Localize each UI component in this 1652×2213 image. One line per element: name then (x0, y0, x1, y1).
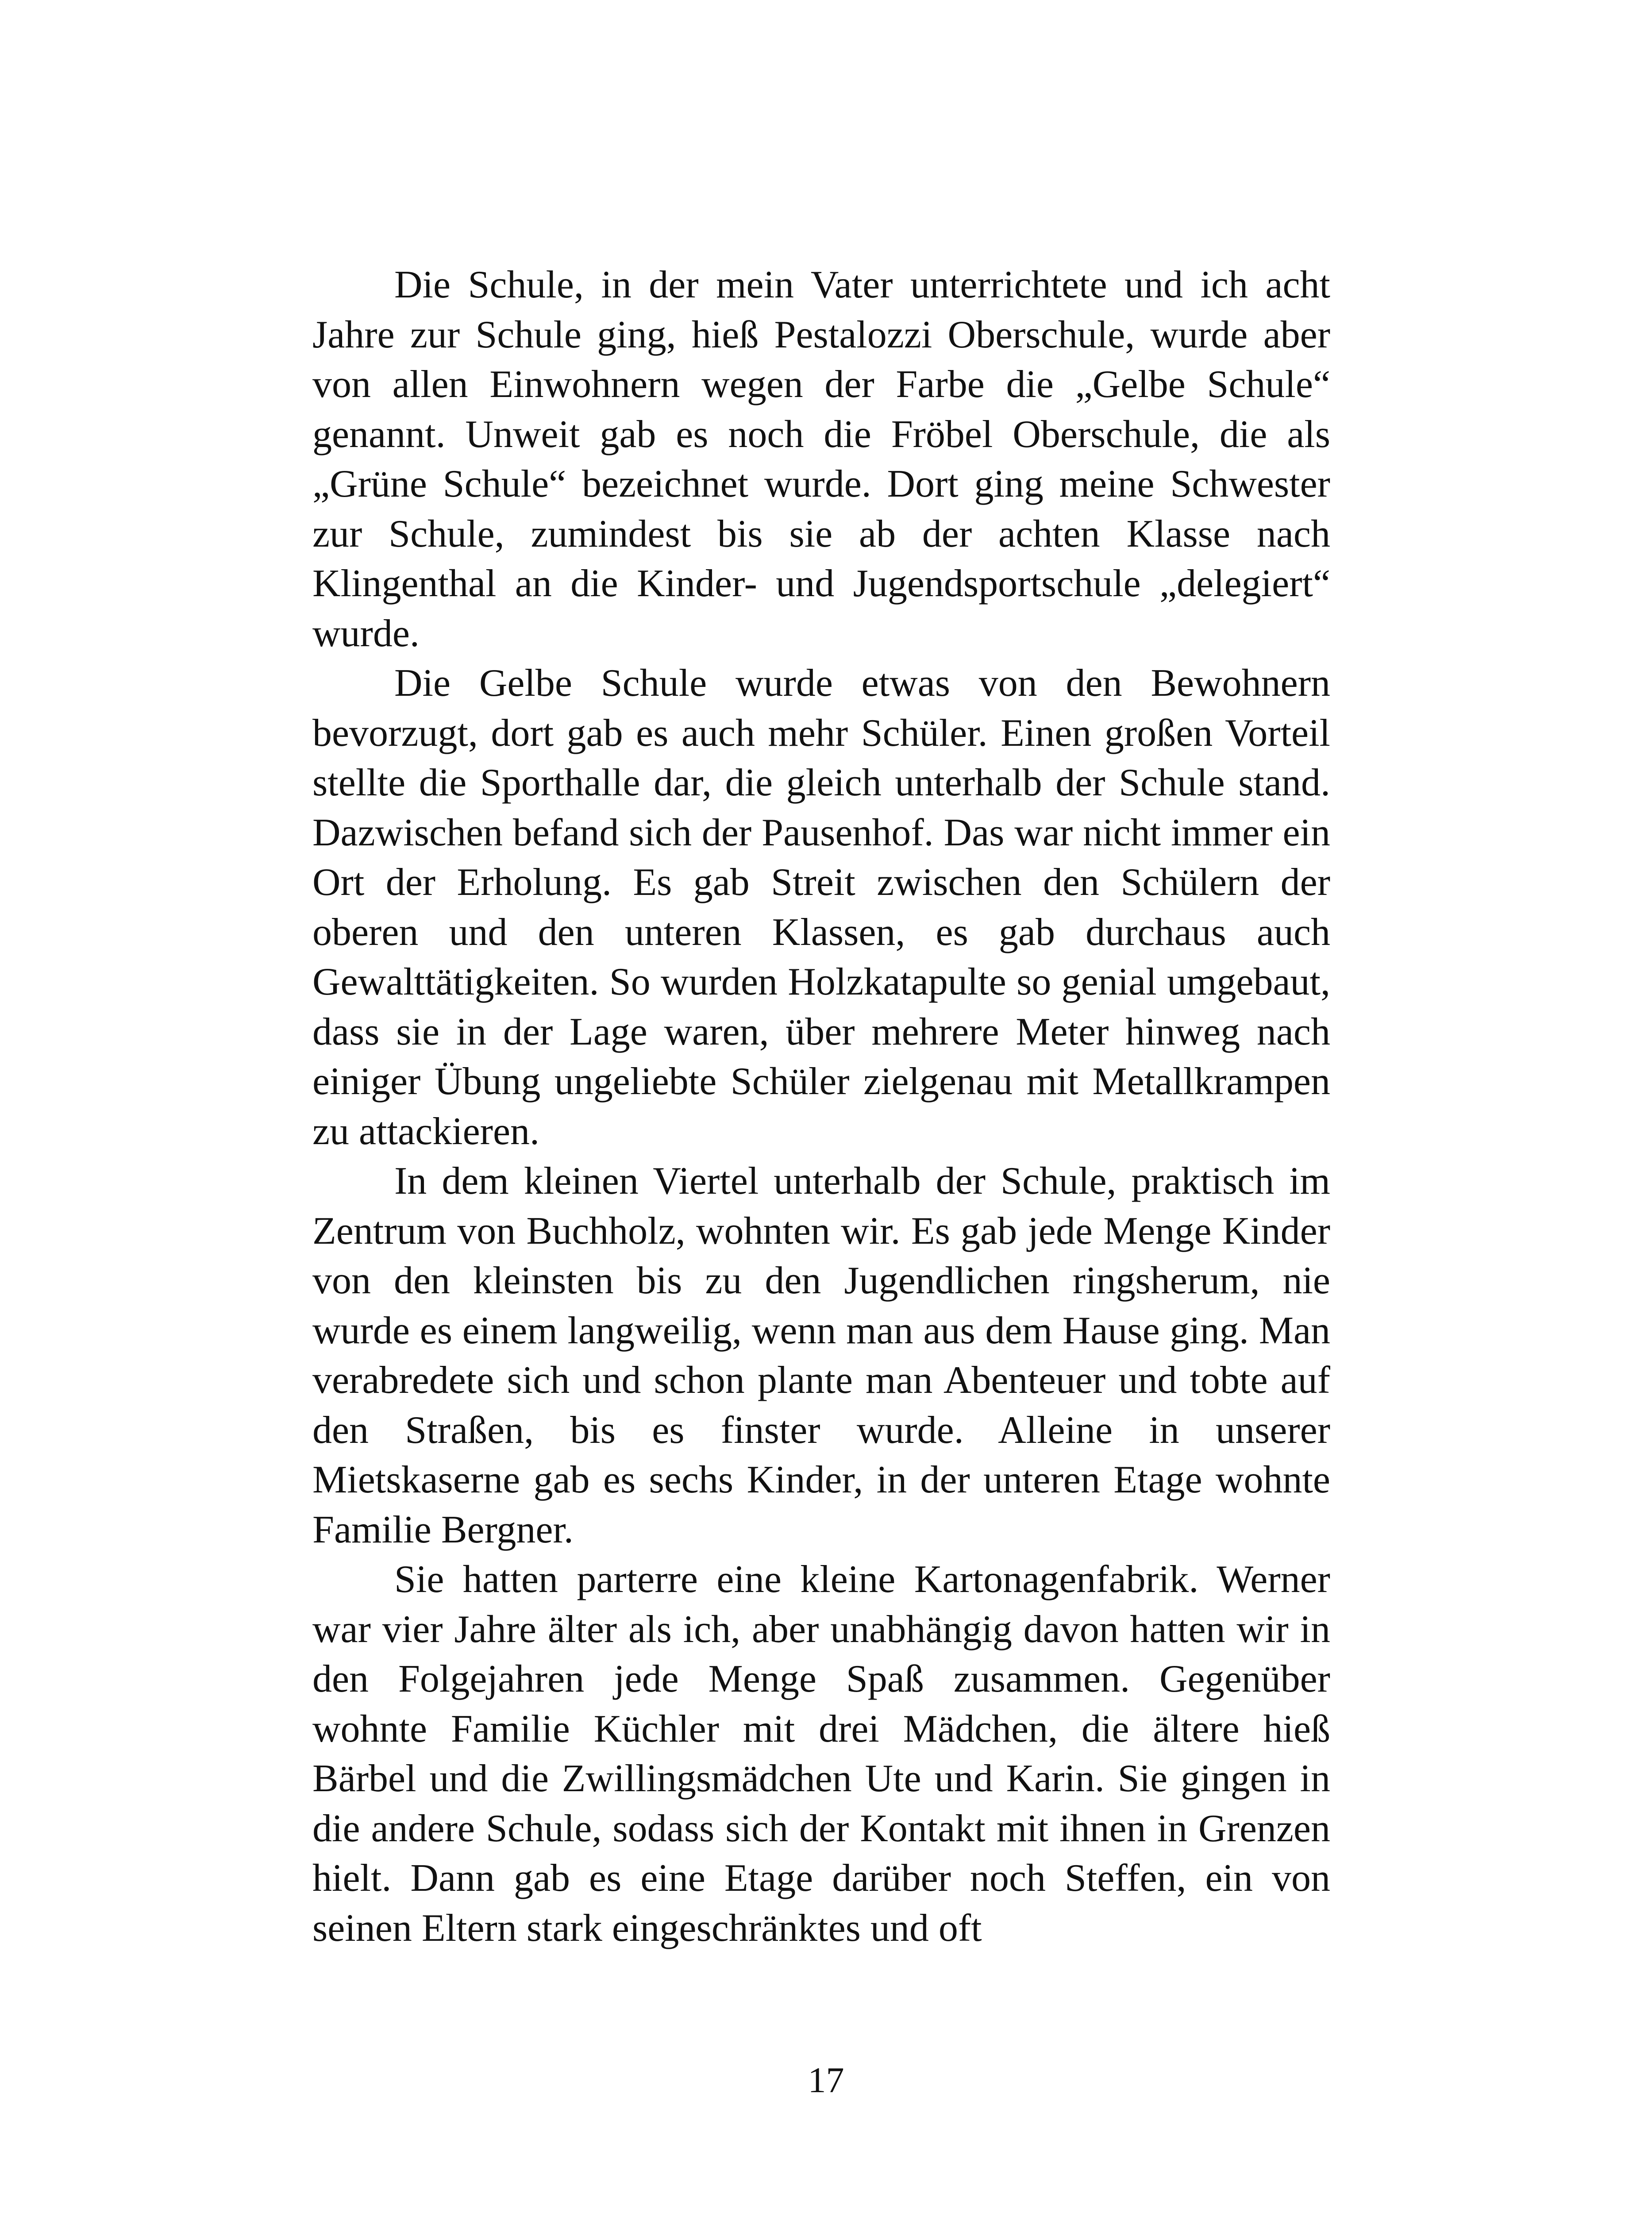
paragraph: Sie hatten parterre eine kleine Kartonagenfabrik. Werner war vier Jahre älter als ich, aber unabhängig davon hatten wir in den Folgejahren jede Menge Spaß zusammen. Gegenüber wohnte Familie Küchler mit drei Mädchen, die ältere hieß Bärbel und die Zwillingsmädchen Ute und Karin. Sie gingen in die andere Schule, sodass sich der Kontakt mit ihnen in Grenzen hielt. Dann gab es eine Etage darüber noch Steffen, ein von seinen Eltern stark eingeschränktes und oft (312, 1558, 1330, 1950)
paragraph: Die Gelbe Schule wurde etwas von den Bewohnern bevorzugt, dort gab es auch mehr Schüler. Einen großen Vorteil stellte die Sporthalle dar, die gleich unterhalb der Schule stand. Dazwischen befand sich der Pausenhof. Das war nicht immer ein Ort der Erholung. Es gab Streit zwischen den Schülern der oberen und den unteren Klassen, es gab durchaus auch Gewalttätigkeiten. So wurden Holzkatapulte so genial umgebaut, dass sie in der Lage waren, über mehrere Meter hinweg nach einiger Übung ungeliebte Schüler zielgenau mit Metallkrampen zu attackieren. (312, 662, 1330, 1153)
paragraph: Die Schule, in der mein Vater unterrichtete und ich acht Jahre zur Schule ging, hieß Pestalozzi Oberschule, wurde aber von allen Einwohnern wegen der Farbe die „Gelbe Schule“ genannt. Unweit gab es noch die Fröbel Oberschule, die als „Grüne Schule“ bezeichnet wurde. Dort ging meine Schwester zur Schule, zumindest bis sie ab der achten Klasse nach Klingenthal an die Kinder- und Jugendsportschule „delegiert“ wurde. (312, 263, 1330, 655)
page-number: 17 (808, 2060, 844, 2100)
body-text (312, 260, 1330, 1953)
paragraph: In dem kleinen Viertel unterhalb der Schule, praktisch im Zentrum von Buchholz, wohnten wir. Es gab jede Menge Kinder von den kleinsten bis zu den Jugendlichen ringsherum, nie wurde es einem langweilig, wenn man aus dem Hause ging. Man verabredete sich und schon plante man Abenteuer und tobte auf den Straßen, bis es finster wurde. Alleine in unserer Mietskaserne gab es sechs Kinder, in der unteren Etage wohnte Familie Bergner. (312, 1160, 1330, 1551)
